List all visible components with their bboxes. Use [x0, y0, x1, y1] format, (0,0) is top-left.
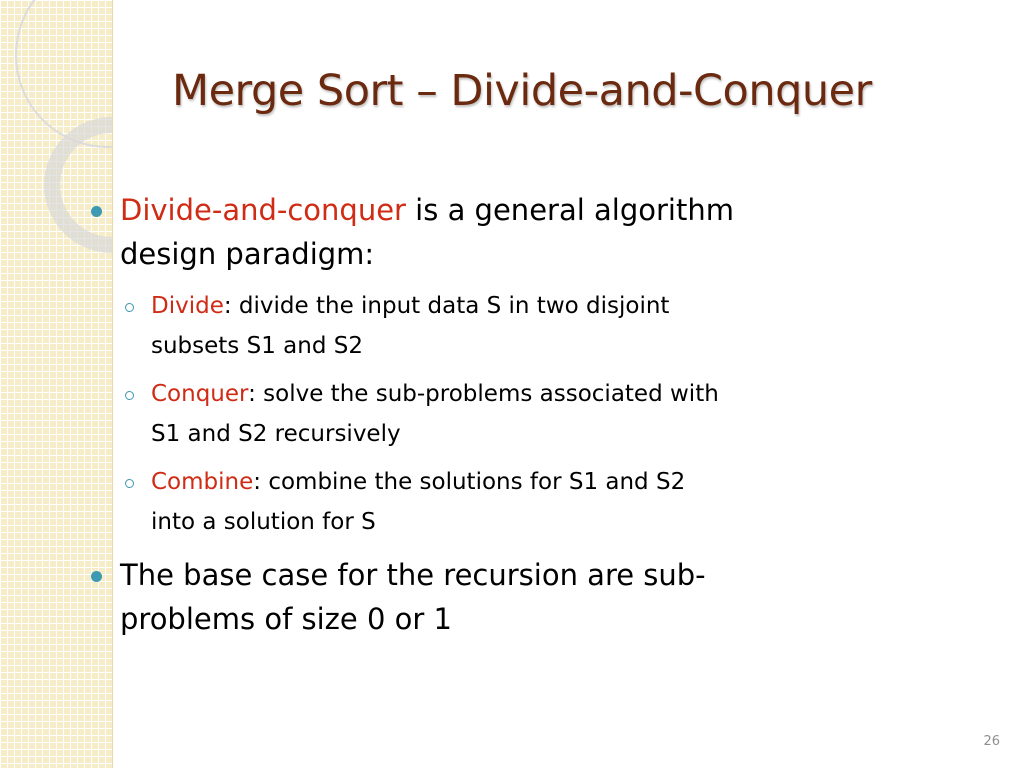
highlight-term: Divide-and-conquer: [120, 193, 406, 227]
sub-bullet-3-line-1: [151, 462, 911, 502]
bullet-1-line-2: design paradigm:: [120, 237, 375, 271]
bullet-1: [120, 188, 860, 276]
bullet-dot-icon: [91, 206, 102, 217]
sub-bullet-circle-icon: [125, 479, 134, 488]
sub-bullet-2-text: : solve the sub-problems associated with: [248, 381, 719, 407]
term-conquer: Conquer: [151, 381, 249, 407]
sub-bullet-2: [151, 374, 911, 454]
sub-bullet-2-line-1: [151, 374, 911, 414]
sub-bullet-2-line-2: S1 and S2 recursively: [151, 421, 401, 447]
bullet-1-text: is a general algorithm: [405, 193, 734, 227]
bullet-1-line-1: [120, 188, 860, 232]
sub-bullet-3-line-2: into a solution for S: [151, 509, 376, 535]
sub-bullet-1: [151, 286, 911, 366]
bullet-dot-icon: [91, 571, 102, 582]
slide-number: 26: [983, 734, 1000, 749]
term-combine: Combine: [151, 469, 254, 495]
sub-bullet-3: [151, 462, 911, 542]
term-divide: Divide: [151, 293, 224, 319]
sub-bullet-circle-icon: [125, 391, 134, 400]
bullet-2: [120, 553, 880, 641]
sub-bullet-1-line-1: [151, 286, 911, 326]
bullet-2-line-2: problems of size 0 or 1: [120, 602, 452, 636]
sub-bullet-circle-icon: [125, 303, 134, 312]
sub-bullet-1-line-2: subsets S1 and S2: [151, 333, 363, 359]
slide-title: Merge Sort – Divide-and-Conquer: [172, 66, 872, 116]
sub-bullet-3-text: : combine the solutions for S1 and S2: [253, 469, 686, 495]
bullet-2-line-1: The base case for the recursion are sub-: [120, 558, 706, 592]
sub-bullet-1-text: : divide the input data S in two disjoint: [223, 293, 670, 319]
